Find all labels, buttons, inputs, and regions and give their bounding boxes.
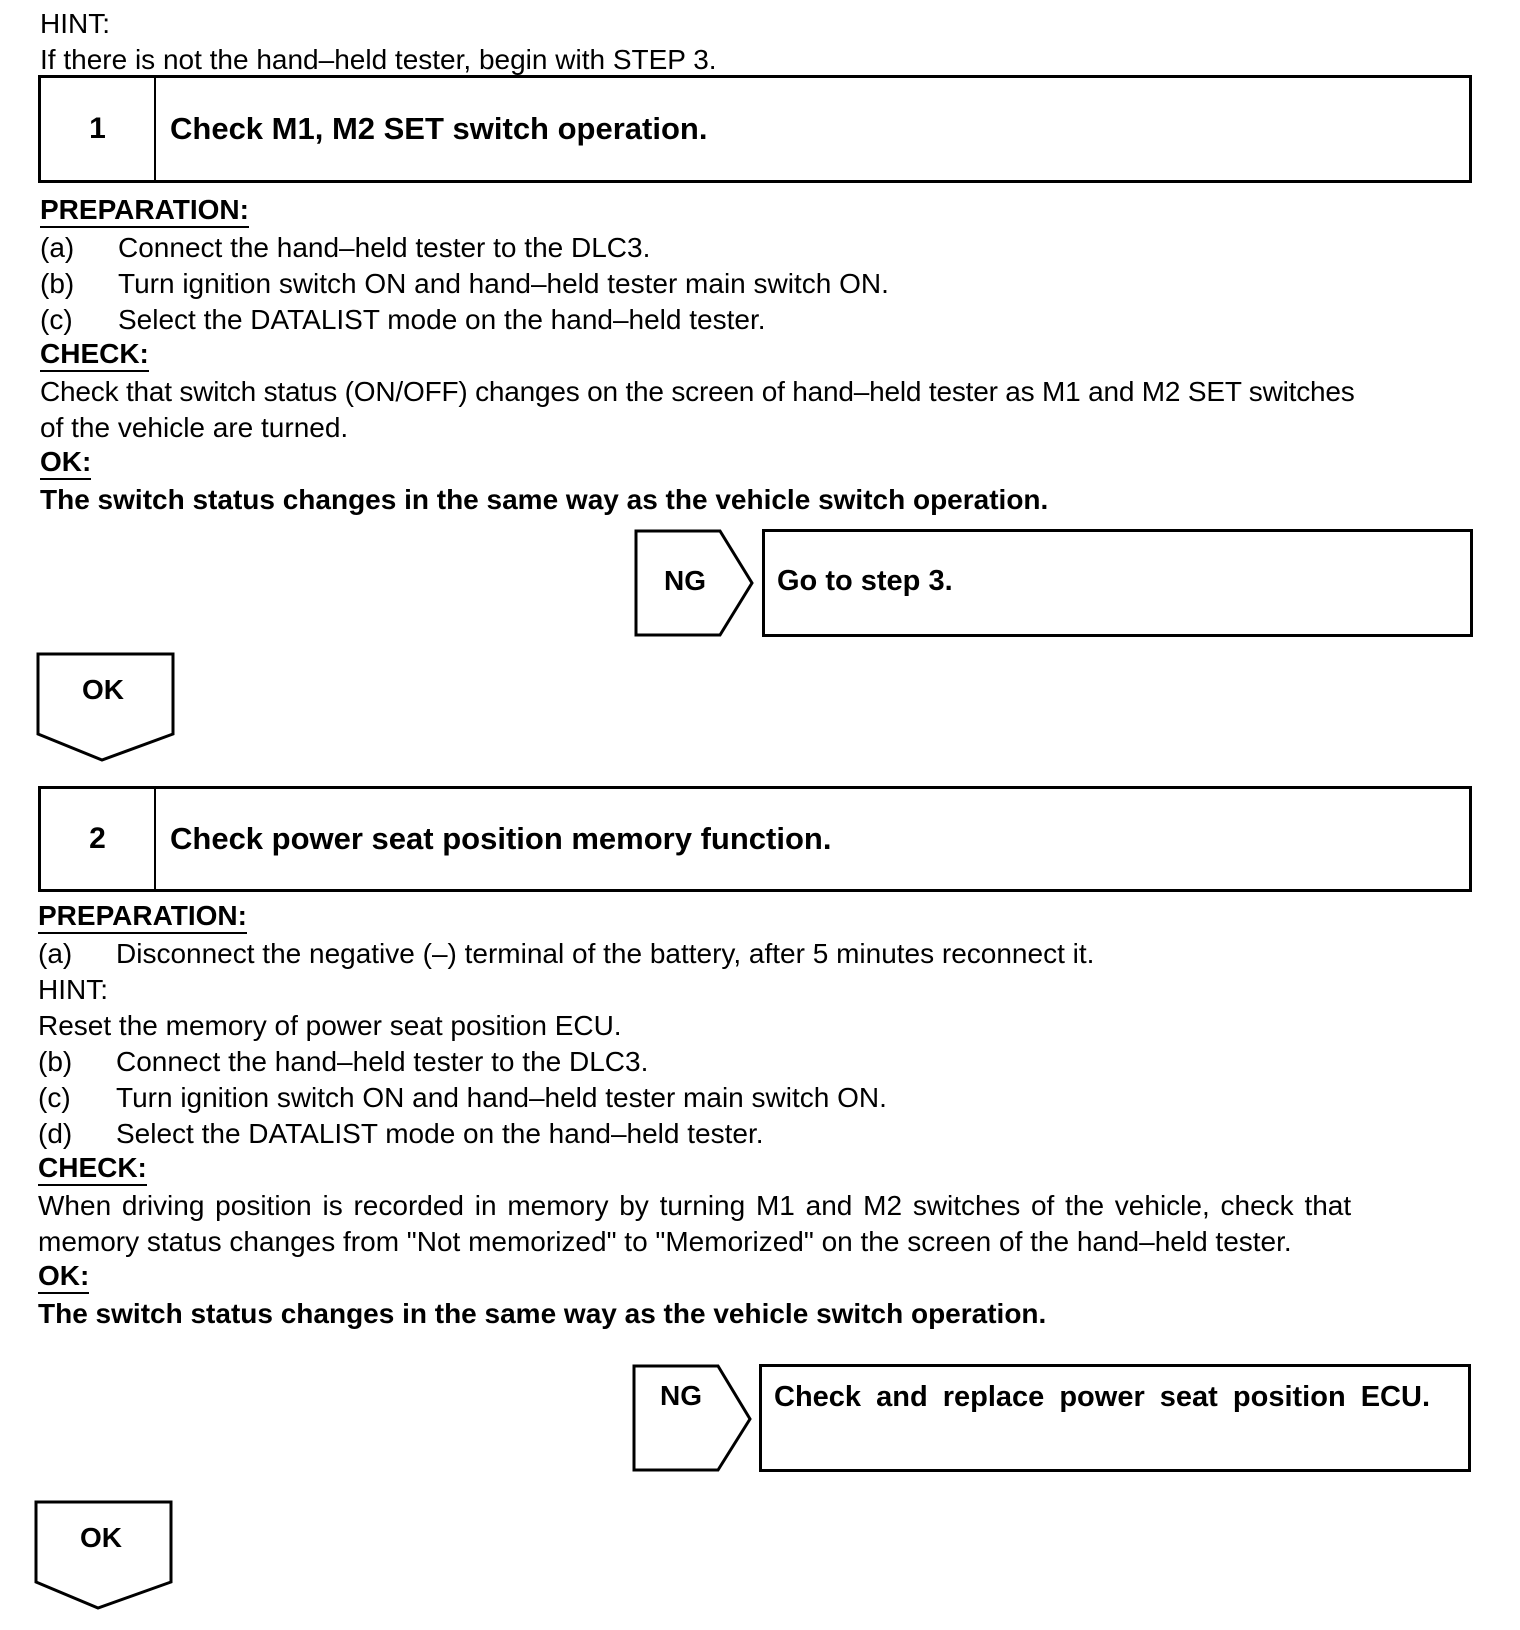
step-2-number: 2	[41, 789, 156, 889]
step-2-ng-action-text: Check and replace power seat position ECU.	[774, 1381, 1430, 1413]
step-2-prep-item	[38, 1116, 764, 1152]
step-2-check-line-2: memory status changes from "Not memorized" to "Memorized" on the screen of the hand–held tester.	[38, 1226, 1292, 1257]
step-1-ok-arrow-label: OK	[82, 674, 124, 705]
step-1-ng-action-text: Go to step 3.	[777, 565, 953, 597]
step-1-title: Check M1, M2 SET switch operation.	[170, 111, 708, 146]
step-2-hint-text: Reset the memory of power seat position ECU.	[38, 1010, 622, 1041]
step-1-prep-a-mark: (a)	[40, 232, 75, 263]
step-1-prep-item	[40, 302, 766, 338]
step-1-check-line-2: of the vehicle are turned.	[40, 412, 349, 443]
step-2-prep-item	[38, 1044, 648, 1080]
step-2-prep-a-mark: (a)	[38, 938, 73, 969]
step-2-prep-c-mark: (c)	[38, 1082, 71, 1113]
step-2-prep-d-text: Select the DATALIST mode on the hand–held tester.	[116, 1118, 764, 1149]
step-2-check-label: CHECK:	[38, 1152, 147, 1186]
step-1-ng-action	[762, 529, 1473, 637]
step-2-check-line-1: When driving position is recorded in memory by turning M1 and M2 switches of the vehicle, check that	[38, 1190, 1352, 1221]
step-1-prep-b-text: Turn ignition switch ON and hand–held tester main switch ON.	[118, 268, 889, 299]
step-1-check-line-1: Check that switch status (ON/OFF) changes on the screen of hand–held tester as M1 and M2 SET switches	[40, 376, 1355, 407]
step-1-preparation-label: PREPARATION:	[40, 194, 249, 228]
ok-arrow-icon	[34, 1500, 174, 1612]
step-1-prep-c-mark: (c)	[40, 304, 73, 335]
step-2-prep-c-text: Turn ignition switch ON and hand–held tester main switch ON.	[116, 1082, 887, 1113]
hint-label: HINT:	[40, 8, 110, 39]
step-1-header	[38, 75, 1472, 183]
step-1-prep-item	[40, 230, 650, 266]
step-1-ok-text: The switch status changes in the same way as the vehicle switch operation.	[40, 484, 1049, 515]
step-2-prep-b-text: Connect the hand–held tester to the DLC3.	[116, 1046, 649, 1077]
step-1-ng-label: NG	[664, 565, 706, 596]
ok-arrow-icon	[36, 652, 176, 764]
step-2-ng-action	[759, 1364, 1471, 1472]
step-2-ok-arrow-label: OK	[80, 1522, 122, 1553]
step-2-ok-label: OK:	[38, 1260, 89, 1294]
step-2-ok-text: The switch status changes in the same way as the vehicle switch operation.	[38, 1298, 1047, 1329]
step-2-header	[38, 786, 1472, 892]
step-2-prep-a-text: Disconnect the negative (–) terminal of the battery, after 5 minutes reconnect it.	[116, 938, 1095, 969]
step-1-number: 1	[41, 78, 156, 180]
step-1-prep-b-mark: (b)	[40, 268, 75, 299]
step-1-ok-label: OK:	[40, 446, 91, 480]
step-1-prep-c-text: Select the DATALIST mode on the hand–held tester.	[118, 304, 766, 335]
step-1-prep-item	[40, 266, 889, 302]
step-2-preparation-label: PREPARATION:	[38, 900, 247, 934]
hint-text: If there is not the hand–held tester, begin with STEP 3.	[40, 44, 717, 75]
step-2-prep-b-mark: (b)	[38, 1046, 73, 1077]
step-2-prep-item	[38, 936, 1094, 972]
step-2-ng-label: NG	[660, 1380, 702, 1411]
step-2-title: Check power seat position memory function.	[170, 821, 832, 856]
step-1-prep-a-text: Connect the hand–held tester to the DLC3.	[118, 232, 651, 263]
step-2-prep-item	[38, 1080, 887, 1116]
step-1-check-label: CHECK:	[40, 338, 149, 372]
step-2-hint-label: HINT:	[38, 974, 108, 1005]
step-2-prep-d-mark: (d)	[38, 1118, 73, 1149]
